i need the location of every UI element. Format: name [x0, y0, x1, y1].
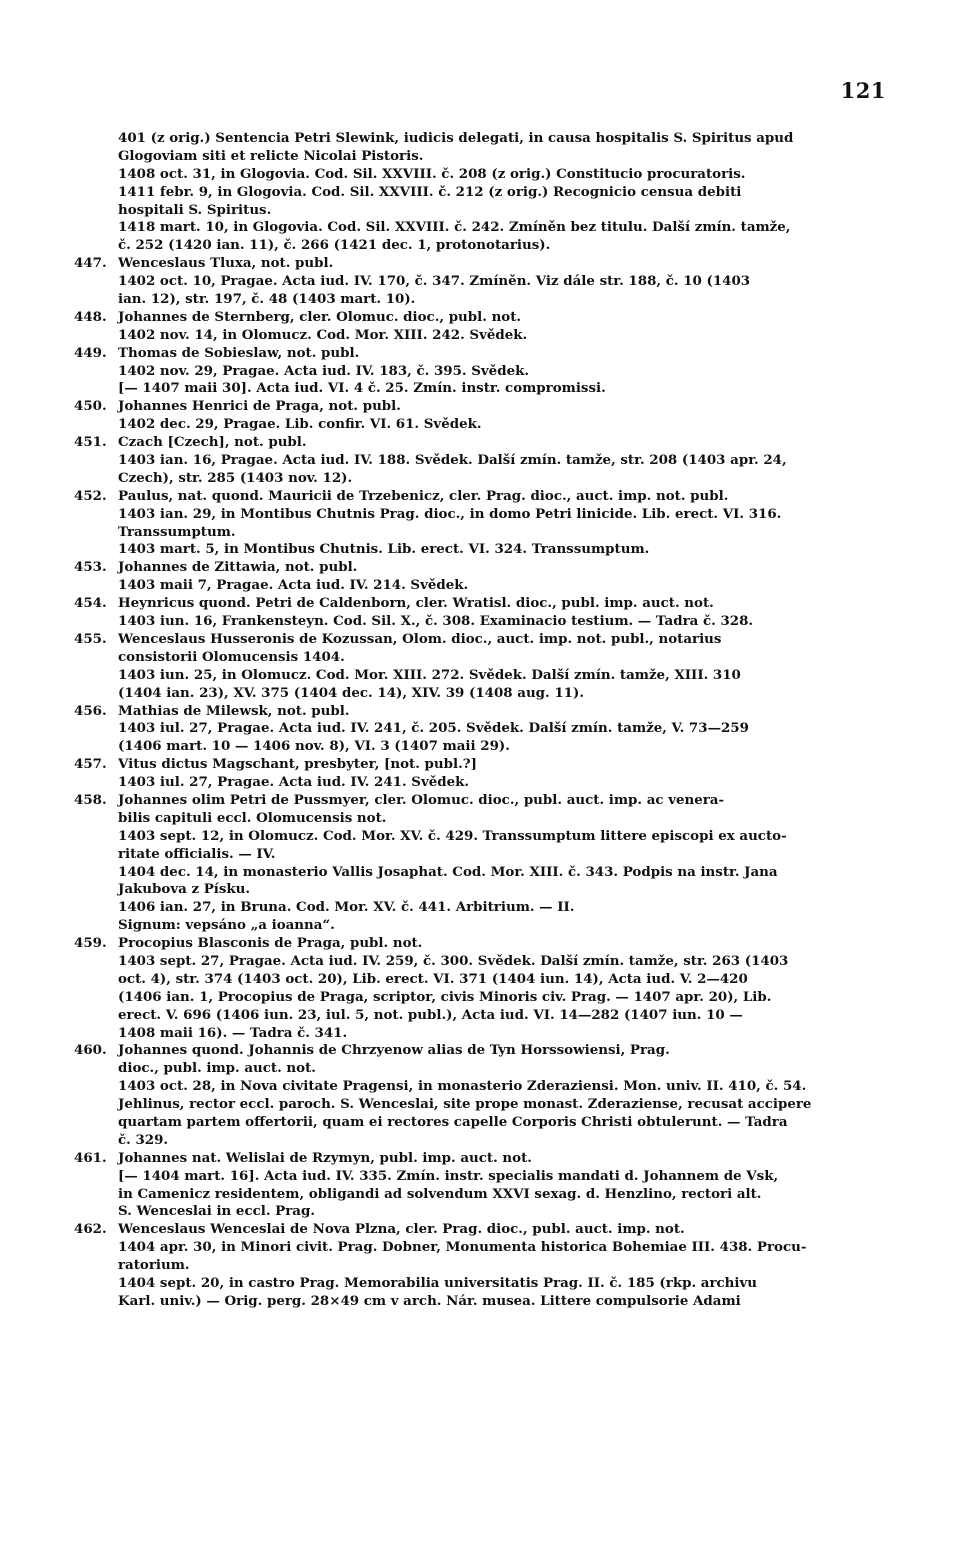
entry-text-line [118, 452, 890, 470]
entry-text: Glogoviam siti et relicte Nicolai Pistoris. [118, 147, 424, 164]
entry-text: oct. 4), str. 374 (1403 oct. 20), Lib. erect. VI. 371 (1404 iun. 14), Acta iud. V. 2—420 [118, 970, 748, 987]
entry-text: 1403 iul. 27, Pragae. Acta iud. IV. 241. Svědek. [118, 774, 470, 791]
entry-text: Procopius Blasconis de Praga, publ. not. [118, 935, 423, 952]
entry-text: Johannes olim Petri de Pussmyer, cler. Olomuc. dioc., publ. auct. imp. ac venera- [118, 791, 725, 808]
entry-text-line [118, 1096, 890, 1114]
entry [74, 398, 890, 434]
entry-text: Thomas de Sobieslaw, not. publ. [118, 344, 360, 361]
entry-text: 1408 maii 16). — Tadra č. 341. [118, 1024, 348, 1041]
entry [74, 935, 890, 1042]
entry-text: 1403 sept. 27, Pragae. Acta iud. IV. 259, č. 300. Svědek. Další zmín. tamže, str. 263 (1403 [118, 952, 789, 969]
entry-number: 461. [74, 1149, 107, 1166]
entry-heading-line [74, 1221, 890, 1239]
entry-text: Johannes nat. Welislai de Rzymyn, publ. imp. auct. not. [118, 1149, 532, 1166]
entry-text-line [118, 774, 890, 792]
entry-text-line [118, 828, 890, 846]
entry-text: Wenceslaus Wenceslai de Nova Plzna, cler. Prag. dioc., publ. auct. imp. not. [118, 1221, 685, 1238]
entry-text-line [118, 989, 890, 1007]
entry-text-line [118, 738, 890, 756]
entry-text-line [118, 1239, 890, 1257]
entry-text-line [118, 416, 890, 434]
entry-text-line [118, 1078, 890, 1096]
entry-text: 1406 ian. 27, in Bruna. Cod. Mor. XV. č. 441. Arbitrium. — II. [118, 899, 575, 916]
entry-number: 452. [74, 487, 107, 504]
entry-number: 454. [74, 595, 107, 612]
entry-text: 1411 febr. 9, in Glogovia. Cod. Sil. XXVIII. č. 212 (z orig.) Recognicio censua debiti [118, 183, 742, 200]
entry-text: 1403 iul. 27, Pragae. Acta iud. IV. 241, č. 205. Svědek. Další zmín. tamže, V. 73—259 [118, 720, 749, 737]
entry-number: 449. [74, 344, 107, 361]
entry-text-line [118, 881, 890, 899]
entry-text: ritate officialis. — IV. [118, 845, 276, 862]
entry-text: bilis capituli eccl. Olomucensis not. [118, 809, 387, 826]
entry-text: ian. 12), str. 197, č. 48 (1403 mart. 10). [118, 291, 416, 308]
entry-text-line [118, 1060, 890, 1078]
entry-text: dioc., publ. imp. auct. not. [118, 1060, 316, 1077]
entry-heading-line [118, 130, 890, 148]
entry-number: 456. [74, 702, 107, 719]
entry-text: 1404 dec. 14, in monasterio Vallis Josaphat. Cod. Mor. XIII. č. 343. Podpis na instr. Jana [118, 863, 778, 880]
entry-text-line [118, 1007, 890, 1025]
entry-text: č. 252 (1420 ian. 11), č. 266 (1421 dec. 1, protonotarius). [118, 237, 551, 254]
entry-text-line [118, 864, 890, 882]
entry-text: Transsumptum. [118, 523, 236, 540]
entry-text-line [118, 219, 890, 237]
page-body [74, 130, 890, 1311]
entry-text: 1403 mart. 5, in Montibus Chutnis. Lib. erect. VI. 324. Transsumptum. [118, 541, 650, 558]
entry-text-line [118, 273, 890, 291]
entry-text-line [118, 953, 890, 971]
entry-number: 457. [74, 756, 107, 773]
entry-text: Johannes de Zittawia, not. publ. [118, 559, 358, 576]
entry-text-line [118, 380, 890, 398]
entry-text-line [118, 541, 890, 559]
entry-text: 1408 oct. 31, in Glogovia. Cod. Sil. XXVIII. č. 208 (z orig.) Constitucio procuratoris. [118, 165, 746, 182]
entry-text: 1404 sept. 20, in castro Prag. Memorabilia universitatis Prag. II. č. 185 (rkp. archivu [118, 1275, 758, 1291]
entry-text-line [118, 1186, 890, 1204]
entry-text: 1402 nov. 29, Pragae. Acta iud. IV. 183, č. 395. Svědek. [118, 362, 530, 379]
entry-text-line [118, 363, 890, 381]
entry-text: Karl. univ.) — Orig. perg. 28×49 cm v arch. Nár. musea. Littere compulsorie Adami [118, 1292, 741, 1309]
entry [74, 308, 890, 345]
entry-heading-line [74, 630, 890, 649]
entry-text: in Camenicz residentem, obligandi ad solvendum XXVI sexag. d. Henzlino, rectori alt. [118, 1185, 762, 1202]
entry-number: 462. [74, 1221, 107, 1238]
entry-text: Paulus, nat. quond. Mauricii de Trzebenicz, cler. Prag. dioc., auct. imp. not. publ. [118, 487, 729, 504]
entry-text-line [118, 1293, 890, 1311]
entry-text-line [118, 577, 890, 595]
entry-text: Johannes quond. Johannis de Chrzyenow alias de Tyn Horssowiensi, Prag. [118, 1042, 670, 1059]
entry-text: Wenceslaus Husseronis de Kozussan, Olom. dioc., auct. imp. not. publ., notarius [118, 630, 722, 647]
entry-text: 1403 maii 7, Pragae. Acta iud. IV. 214. Svědek. [118, 577, 469, 594]
entry-text: 1403 iun. 25, in Olomucz. Cod. Mor. XIII. 272. Svědek. Další zmín. tamže, XIII. 310 [118, 666, 741, 683]
entry-text-line [118, 506, 890, 524]
entry [74, 1221, 890, 1310]
entry-text: S. Wenceslai in eccl. Prag. [118, 1203, 315, 1220]
entry-text-line [118, 810, 890, 828]
entry-text-line [118, 166, 890, 184]
entry-text-line [118, 1275, 890, 1293]
entry [74, 595, 890, 631]
entry-heading-line [74, 791, 890, 810]
entry-number: 453. [74, 559, 107, 576]
entry [74, 791, 890, 935]
entry-text-line [118, 202, 890, 220]
entry-text: consistorii Olomucensis 1404. [118, 648, 345, 665]
entry-text-line [118, 1114, 890, 1132]
entry-text: quartam partem offertorii, quam ei rectores capelle Corporis Christi obtulerunt. — Tadra [118, 1113, 788, 1130]
entry-number: 450. [74, 398, 107, 415]
entry-text: erect. V. 696 (1406 iun. 23, iul. 5, not. publ.), Acta iud. VI. 14—282 (1407 iun. 10 — [118, 1006, 743, 1023]
entry-text-line [118, 667, 890, 685]
entry-text-line [118, 1257, 890, 1275]
entry-text-line [118, 899, 890, 917]
entry-heading-line [74, 595, 890, 613]
entry-text-line [118, 1025, 890, 1043]
entry-text: Czach [Czech], not. publ. [118, 434, 307, 451]
entry-text: Vitus dictus Magschant, presbyter, [not. publ.?] [118, 756, 477, 773]
entry-text: (1404 ian. 23), XV. 375 (1404 dec. 14), XIV. 39 (1408 aug. 11). [118, 684, 584, 701]
entry-text-line [118, 846, 890, 864]
entry [74, 559, 890, 595]
entry-text: 1404 apr. 30, in Minori civit. Prag. Dobner, Monumenta historica Bohemiae III. 438. Procu- [118, 1239, 807, 1256]
entry-text: Wenceslaus Tluxa, not. publ. [118, 255, 334, 272]
entry-text: 1403 ian. 29, in Montibus Chutnis Prag. dioc., in domo Petri linicide. Lib. erect. VI. 316. [118, 505, 782, 522]
entry-text: [— 1407 maii 30]. Acta iud. VI. 4 č. 25. Zmín. instr. compromissi. [118, 380, 606, 397]
entry-number: 455. [74, 630, 107, 647]
entry-heading-line [74, 1149, 890, 1168]
entry-heading-line [74, 1042, 890, 1060]
entry [74, 255, 890, 309]
entry-text: 1402 oct. 10, Pragae. Acta iud. IV. 170, č. 347. Zmíněn. Viz dále str. 188, č. 10 (1403 [118, 273, 751, 290]
entry [74, 344, 890, 399]
entry-text-line [118, 524, 890, 542]
entry-text-line [118, 971, 890, 989]
entry-text: 1403 sept. 12, in Olomucz. Cod. Mor. XV. č. 429. Transsumptum littere episcopi ex aucto- [118, 827, 787, 844]
entry-heading-line [74, 559, 890, 577]
entry-text: [— 1404 mart. 16]. Acta iud. IV. 335. Zmín. instr. specialis mandati d. Johannem de Vsk, [118, 1167, 779, 1184]
entry-number: 460. [74, 1042, 107, 1059]
entry-text: Jakubova z Písku. [118, 881, 251, 898]
entry-number: 459. [74, 935, 107, 952]
entry-text: 1403 oct. 28, in Nova civitate Pragensi, in monasterio Zderaziensi. Mon. univ. II. 410, č. 54. [118, 1078, 807, 1095]
entry-text: 1418 mart. 10, in Glogovia. Cod. Sil. XXVIII. č. 242. Zmíněn bez titulu. Další zmín. tamže, [118, 219, 791, 236]
entry-text-line [118, 470, 890, 488]
entry [74, 630, 890, 703]
entry [118, 130, 890, 255]
entry-text: Johannes Henrici de Praga, not. publ. [118, 398, 401, 415]
entry-text-line [118, 148, 890, 166]
entry-heading-line [74, 487, 890, 506]
page-number: 121 [840, 78, 886, 103]
entry-text: Czech), str. 285 (1403 nov. 12). [118, 469, 353, 486]
entry-number: 448. [74, 308, 107, 325]
entry-text-line [118, 1132, 890, 1150]
entry-text: 401 (z orig.) Sentencia Petri Slewink, iudicis delegati, in causa hospitalis S. Spiritus apud [118, 130, 794, 146]
entry-text-line [118, 327, 890, 345]
entry-text: č. 329. [118, 1131, 169, 1148]
entry-text: Jehlinus, rector eccl. paroch. S. Wenceslai, site prope monast. Zderaziense, recusat accipere [118, 1096, 812, 1113]
entry-text: 1402 nov. 14, in Olomucz. Cod. Mor. XIII. 242. Svědek. [118, 326, 528, 343]
entry-text-line [118, 917, 890, 935]
entry-text: Johannes de Sternberg, cler. Olomuc. dioc., publ. not. [118, 308, 522, 325]
entry-text: Heynricus quond. Petri de Caldenborn, cler. Wratisl. dioc., publ. imp. auct. not. [118, 595, 714, 612]
entry [74, 1149, 890, 1222]
entry-text-line [118, 291, 890, 309]
entry-text-line [118, 685, 890, 703]
entry-text-line [118, 613, 890, 631]
entry-text-line [118, 720, 890, 738]
entry-heading-line [74, 434, 890, 452]
entry-text: 1403 ian. 16, Pragae. Acta iud. IV. 188. Svědek. Další zmín. tamže, str. 208 (1403 apr. 24, [118, 452, 787, 469]
entry-heading-line [74, 935, 890, 953]
entry-text-line [118, 1203, 890, 1221]
entry [74, 487, 890, 560]
entry-text: Signum: vepsáno „a ioanna“. [118, 917, 335, 934]
entry-text: hospitali S. Spiritus. [118, 201, 272, 218]
entry [74, 1042, 890, 1149]
entry-heading-line [74, 344, 890, 363]
entry-text: 1402 dec. 29, Pragae. Lib. confir. VI. 61. Svědek. [118, 416, 482, 433]
entry-text: (1406 mart. 10 — 1406 nov. 8), VI. 3 (1407 maii 29). [118, 738, 510, 755]
entry-text: 1403 iun. 16, Frankensteyn. Cod. Sil. X., č. 308. Examinacio testium. — Tadra č. 328. [118, 613, 754, 630]
entry [74, 756, 890, 792]
entry-number: 458. [74, 791, 107, 808]
entry-heading-line [74, 756, 890, 774]
entry-heading-line [74, 398, 890, 416]
entry-text: Mathias de Milewsk, not. publ. [118, 702, 350, 719]
entry-heading-line [74, 255, 890, 273]
entry-text: (1406 ian. 1, Procopius de Praga, scriptor, civis Minoris civ. Prag. — 1407 apr. 20), Lib. [118, 988, 772, 1005]
entry-heading-line [74, 702, 890, 721]
entry-text-line [118, 184, 890, 202]
entry-number: 451. [74, 434, 107, 451]
entry [74, 702, 890, 757]
entry [74, 434, 890, 488]
entry-text-line [118, 1168, 890, 1186]
entry-text-line [118, 649, 890, 667]
entry-text: ratorium. [118, 1257, 190, 1274]
entry-heading-line [74, 308, 890, 327]
entry-number: 447. [74, 255, 107, 272]
entry-text-line [118, 237, 890, 255]
